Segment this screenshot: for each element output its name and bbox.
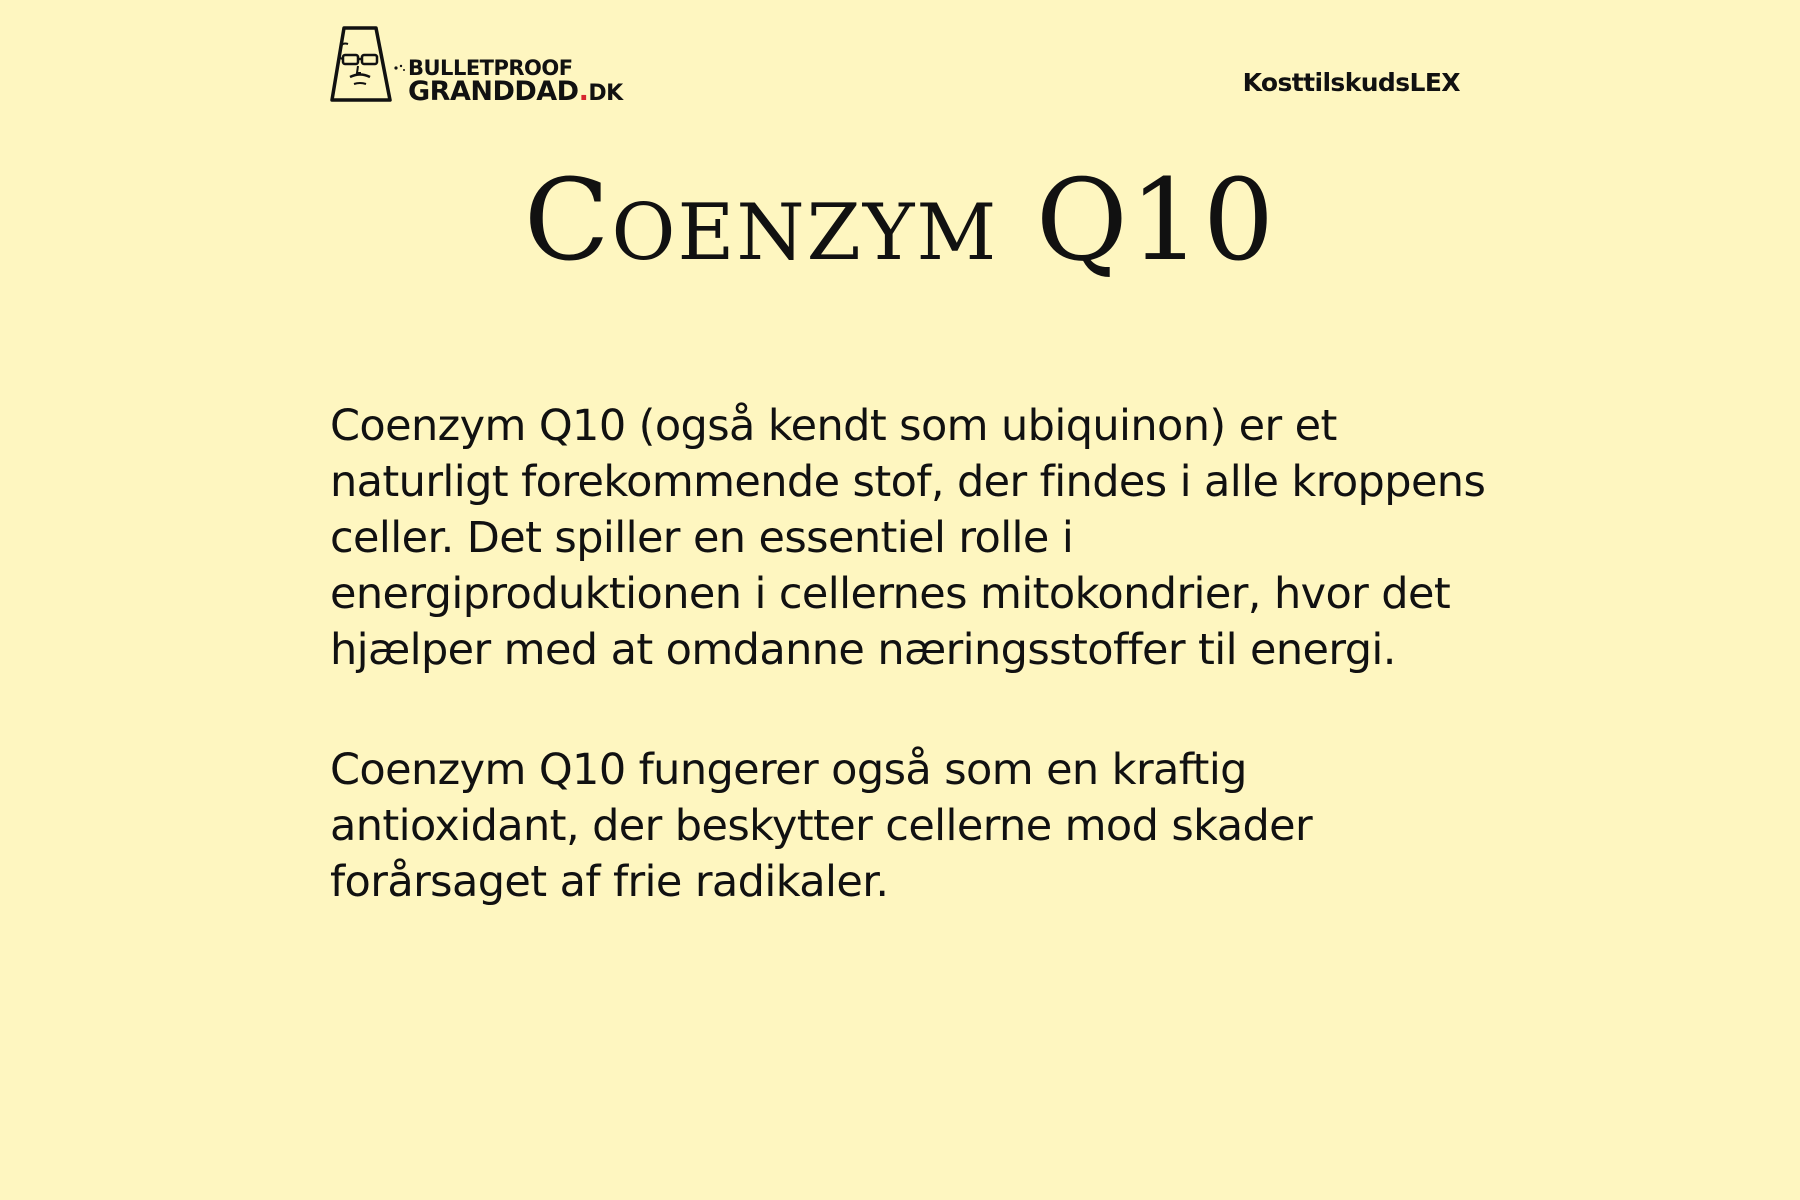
page-title: Coenzym Q10 — [523, 156, 1277, 286]
site-header — [330, 20, 1460, 110]
site-logo[interactable] — [330, 20, 650, 110]
logo-wordmark-top: BULLETPROOF — [408, 56, 573, 80]
granddad-head-icon — [330, 22, 408, 104]
paragraph-antioxidant: Coenzym Q10 fungerer også som en kraftig antioxidant, der beskytter cellerne mod skader forårsaget af frie radikaler. — [330, 745, 1313, 907]
article-body — [330, 398, 1490, 974]
logo-tld: DK — [588, 81, 623, 106]
paragraph-intro: Coenzym Q10 (også kendt som ubiquinon) er et naturligt forekommende stof, der findes i alle kroppens celler. Det spiller en essentiel rolle i energiproduktionen i cellernes mitokondrier, hvor det hjælper med at omdanne næringsstoffer til energi. — [330, 401, 1486, 675]
logo-wordmark-bottom — [408, 76, 623, 107]
logo-dot: . — [578, 76, 589, 107]
logo-wordmark-main: GRANDDAD — [408, 76, 579, 107]
brand-link[interactable]: KosttilskudsLEX — [1242, 68, 1460, 97]
